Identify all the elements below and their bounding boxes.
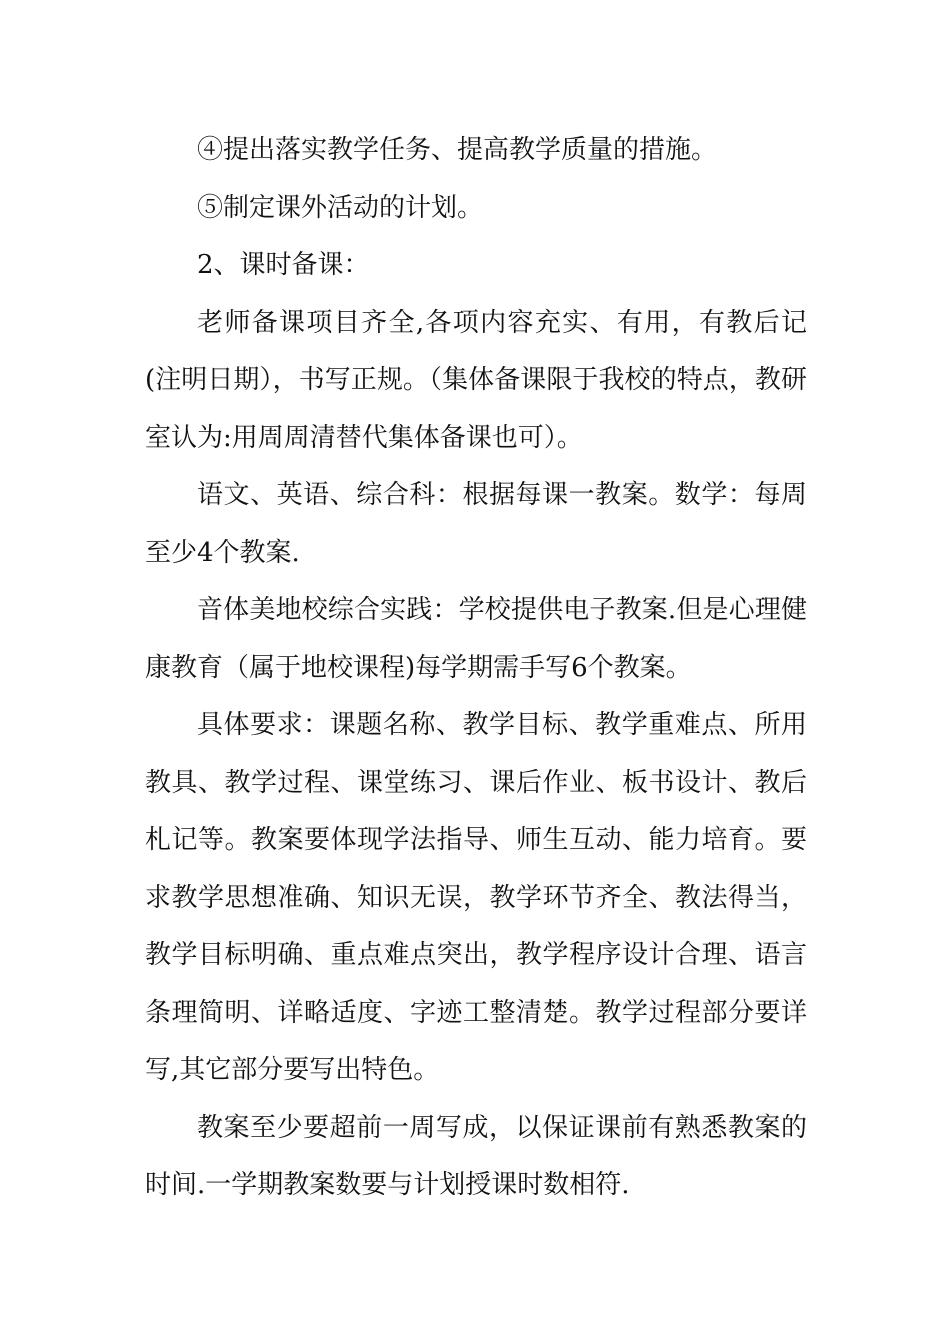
paragraph-measure-5: ⑤制定课外活动的计划。	[197, 192, 484, 223]
paragraph-teacher-prep: 老师备课项目齐全,各项内容充实、有用，有教后记(注明日期），书写正规。（集体备课限于我校的特点，教研室认为:用周周清替代集体备课也可）。	[145, 307, 807, 453]
document-body	[145, 122, 807, 1215]
paragraph-subject-plans: 语文、英语、综合科：根据每课一教案。数学：每周至少4个教案.	[145, 480, 807, 568]
paragraph-arts-practice: 音体美地校综合实践：学校提供电子教案.但是心理健康教育（属于地校课程)每学期需手写6个教案。	[145, 595, 807, 683]
paragraph-specific-requirements: 具体要求：课题名称、教学目标、教学重难点、所用教具、教学过程、课堂练习、课后作业、板书设计、教后札记等。教案要体现学法指导、师生互动、能力培育。要求教学思想准确、知识无误，教学环节齐全、教法得当，教学目标明确、重点难点突出，教学程序设计合理、语言条理简明、详略适度、字迹工整清楚。教学过程部分要详写,其它部分要写出特色。	[145, 710, 807, 1085]
paragraph-heading-lesson-prep: 2、课时备课：	[197, 250, 370, 280]
paragraph-measure-4: ④提出落实教学任务、提高教学质量的措施。	[197, 135, 718, 165]
paragraph-advance-writing: 教案至少要超前一周写成，以保证课前有熟悉教案的时间.一学期教案数要与计划授课时数相符.	[145, 1112, 807, 1200]
